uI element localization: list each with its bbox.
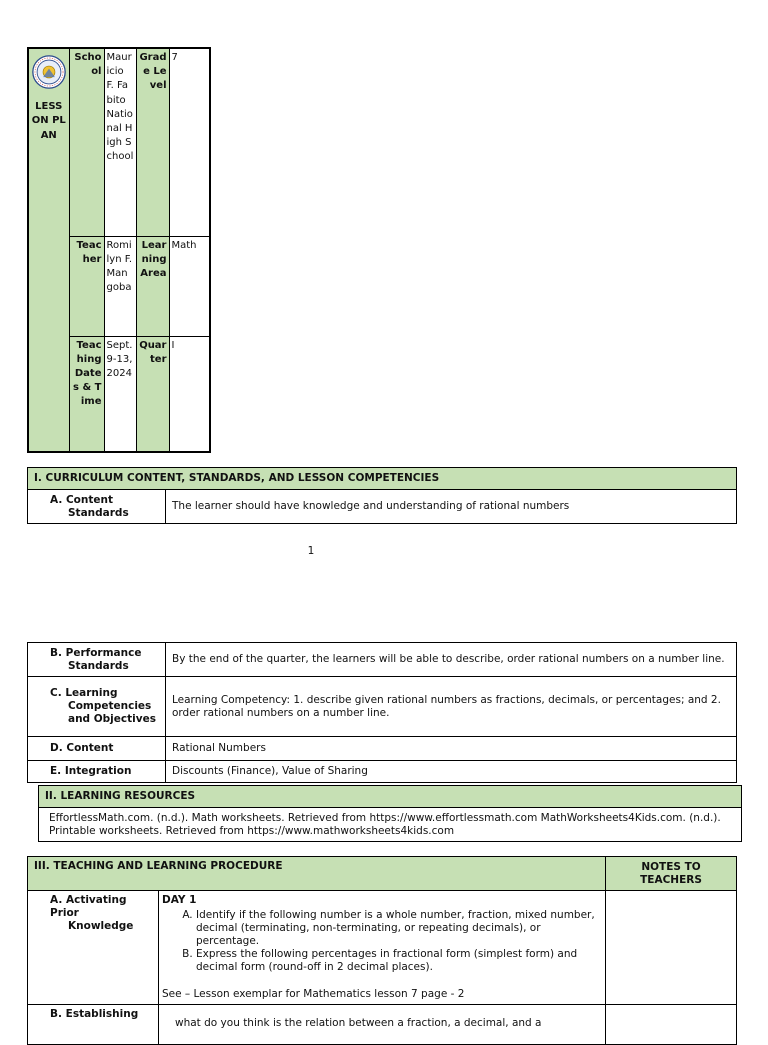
grade-level-label: Grade Level bbox=[136, 48, 169, 236]
integration-label bbox=[28, 761, 166, 783]
learning-competencies-label-line1: C. Learning bbox=[50, 687, 118, 699]
standards-competencies-table bbox=[27, 642, 737, 783]
grade-level-value: 7 bbox=[169, 48, 210, 236]
activating-prior-knowledge-label-line2: Knowledge bbox=[68, 920, 134, 932]
integration-value: Discounts (Finance), Value of Sharing bbox=[166, 761, 737, 783]
performance-standards-label-line2: Standards bbox=[68, 659, 129, 672]
list-item: B. Express the following percentages in fractional form (simplest form) and decimal form (round-off in 2 decimal places). bbox=[196, 948, 599, 974]
activating-prior-knowledge-label bbox=[28, 891, 159, 1005]
activating-prior-knowledge-label-line1: A. Activating Prior bbox=[50, 894, 127, 919]
learning-resources-table bbox=[38, 785, 742, 842]
school-label: School bbox=[69, 48, 104, 236]
teacher-value: Romilyn F. Mangoba bbox=[104, 236, 136, 336]
content-label-text: D. Content bbox=[50, 742, 114, 754]
content-standards-label bbox=[28, 490, 166, 524]
notes-to-teachers-cell bbox=[606, 891, 737, 1005]
section-2-title: II. LEARNING RESOURCES bbox=[39, 786, 742, 808]
notes-to-teachers-header: NOTES TO TEACHERS bbox=[606, 857, 737, 891]
performance-standards-label-line1: B. Performance bbox=[50, 646, 142, 659]
establishing-label-text: B. Establishing bbox=[50, 1008, 139, 1020]
learning-resources-value: EffortlessMath.com. (n.d.). Math worksheets. Retrieved from https://www.effortlessmath.com MathWorksheets4Kids.com. (n.d.). Printable worksheets. Retrieved from https://www.mathworksheets4kids.com bbox=[39, 808, 742, 842]
page-number: 1 bbox=[307, 545, 315, 557]
establishing-content: what do you think is the relation between a fraction, a decimal, and a bbox=[159, 1005, 606, 1045]
learning-competencies-label bbox=[28, 677, 166, 737]
lesson-plan-title-cell bbox=[28, 48, 69, 452]
performance-standards-label bbox=[28, 643, 166, 677]
quarter-value: I bbox=[169, 336, 210, 452]
lesson-plan-header-table bbox=[27, 47, 211, 453]
content-standards-label-line2: Standards bbox=[68, 506, 129, 519]
learning-competencies-value: Learning Competency: 1. describe given rational numbers as fractions, decimals, or percentages; and 2. order rational numbers on a number line. bbox=[166, 677, 737, 737]
content-standards-label-line1: A. Content bbox=[50, 493, 113, 506]
content-value: Rational Numbers bbox=[166, 737, 737, 761]
content-label bbox=[28, 737, 166, 761]
quarter-label: Quarter bbox=[136, 336, 169, 452]
lesson-plan-title: LESSON PLAN bbox=[31, 101, 66, 141]
section-3-title: III. TEACHING AND LEARNING PROCEDURE bbox=[28, 857, 606, 891]
deped-seal-icon bbox=[32, 55, 66, 89]
curriculum-content-table bbox=[27, 467, 737, 524]
content-standards-value: The learner should have knowledge and understanding of rational numbers bbox=[166, 490, 737, 524]
learning-area-value: Math bbox=[169, 236, 210, 336]
teaching-dates-value: Sept. 9-13, 2024 bbox=[104, 336, 136, 452]
learning-competencies-label-line2: Competencies bbox=[68, 700, 152, 712]
list-item: A. Identify if the following number is a whole number, fraction, mixed number, decimal (terminating, non-terminating, or repeating decimals), or percentage. bbox=[196, 909, 599, 948]
school-value: Mauricio F. Fabito National High School bbox=[104, 48, 136, 236]
day-label: DAY 1 bbox=[162, 894, 197, 906]
section-1-title: I. CURRICULUM CONTENT, STANDARDS, AND LESSON COMPETENCIES bbox=[28, 468, 737, 490]
teacher-label: Teacher bbox=[69, 236, 104, 336]
teaching-procedure-table bbox=[27, 856, 737, 1045]
learning-competencies-label-line3: and Objectives bbox=[68, 713, 156, 725]
learning-area-label: Learning Area bbox=[136, 236, 169, 336]
activity-list bbox=[162, 909, 599, 974]
integration-label-text: E. Integration bbox=[50, 765, 132, 777]
teaching-dates-label: Teaching Dates & Time bbox=[69, 336, 104, 452]
lesson-exemplar-reference: See – Lesson exemplar for Mathematics lesson 7 page - 2 bbox=[162, 988, 465, 1000]
performance-standards-value: By the end of the quarter, the learners will be able to describe, order rational numbers on a number line. bbox=[166, 643, 737, 677]
establishing-label bbox=[28, 1005, 159, 1045]
activating-prior-knowledge-content bbox=[159, 891, 606, 1005]
notes-to-teachers-cell-2 bbox=[606, 1005, 737, 1045]
